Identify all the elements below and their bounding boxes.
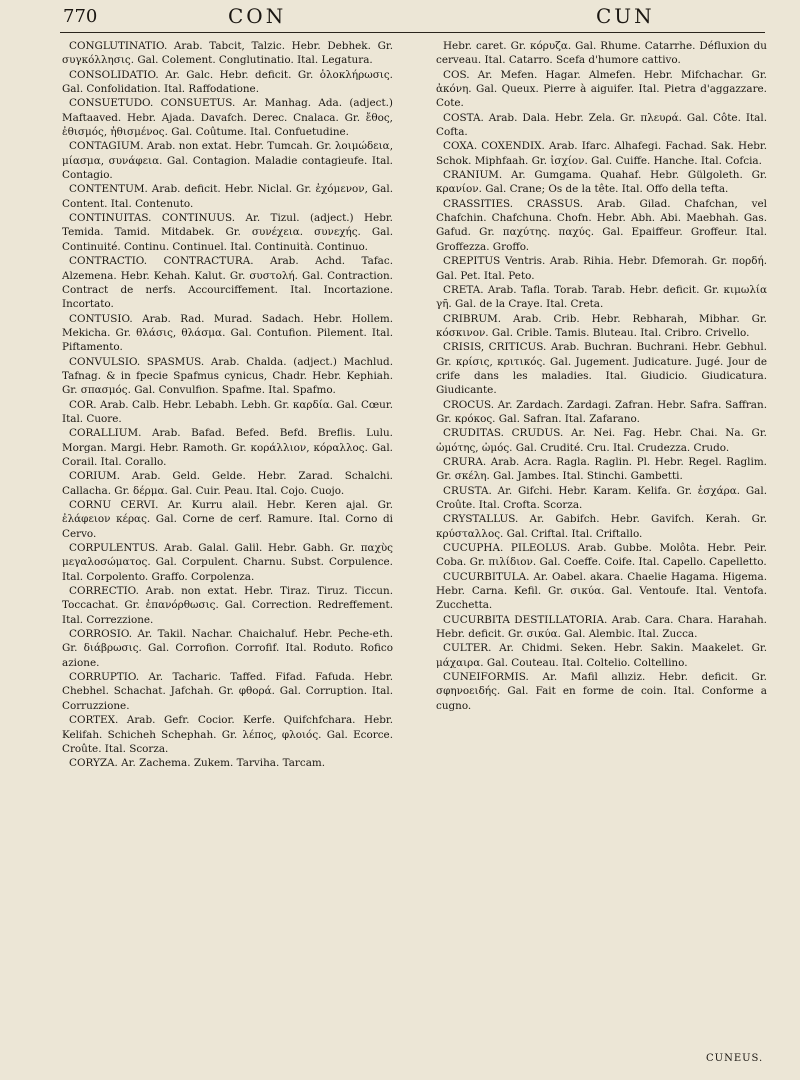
dictionary-entry: CONTRACTIO. CONTRACTURA. Arab. Achd. Tafac. Alzemena. Hebr. Kehah. Kalut. Gr. συστολή. Gal. Contraction. Contract de nerfs. Accourciffement. Ital. Incortazione. Incortato. [62,255,393,311]
dictionary-entry: CUCURBITA DESTILLATORIA. Arab. Cara. Chara. Harahah. Hebr. deficit. Gr. σικύα. Gal. Alembic. Ital. Zucca. [436,613,767,641]
running-head-left: CON [228,4,287,28]
dictionary-entry: CONTAGIUM. Arab. non extat. Hebr. Tumcah. Gr. λοιμώδεια, μίασμα, συνάφεια. Gal. Contagion. Maladie contagieufe. Ital. Contagio. [62,140,393,182]
dictionary-entry: CRUSTA. Ar. Gifchi. Hebr. Karam. Kelifa. Gr. ἐσχάρα. Gal. Croûte. Ital. Crofta. Scorza. [436,484,767,511]
dictionary-entry: COSTA. Arab. Dala. Hebr. Zela. Gr. πλευρά. Gal. Côte. Ital. Cofta. [436,111,767,139]
dictionary-entry: CRASSITIES. CRASSUS. Arab. Gilad. Chafchan, vel Chafchin. Chafchuna. Chofn. Hebr. Abh. Abi. Maebhah. Gas. Gafud. Gr. παχύτης. παχύς. Gal. Epaiffeur. Groffeur. Ital. Groffezza. Groffo. [436,197,767,253]
dictionary-entry: CORNU CERVI. Ar. Kurru alail. Hebr. Keren ajal. Gr. ἐλάφειον κέρας. Gal. Corne de cerf. Ramure. Ital. Corno di Cervo. [62,499,393,540]
dictionary-entry: CUNEIFORMIS. Ar. Mafil allıziz. Hebr. deficit. Gr. σφηνοειδής. Gal. Fait en forme de coin. Ital. Conforme a cugno. [436,671,767,712]
dictionary-entry: CONSUETUDO. CONSUETUS. Ar. Manhag. Ada. (adject.) Maftaaved. Hebr. Ajada. Davafch. Derec. Cnalaca. Gr. ἔθος, ἐθισμός, ἠθισμένος. Gal. Coûtume. Ital. Confuetudine. [62,97,393,139]
dictionary-entry: CORRECTIO. Arab. non extat. Hebr. Tiraz. Tiruz. Ticcun. Toccachat. Gr. ἐπανόρθωσις. Gal. Correction. Redreffement. Ital. Correzzione. [62,585,393,626]
dictionary-entry: CRIBRUM. Arab. Crib. Hebr. Rebharah, Mibhar. Gr. κόσκινον. Gal. Crible. Tamis. Bluteau. Ital. Cribro. Crivello. [436,312,767,339]
dictionary-entry: CULTER. Ar. Chidmi. Seken. Hebr. Sakin. Maakelet. Gr. μάχαιρα. Gal. Couteau. Ital. Coltelio. Coltellino. [436,642,767,669]
dictionary-entry: CORROSIO. Ar. Takil. Nachar. Chaichaluf. Hebr. Peche-eth. Gr. διάβρωσις. Gal. Corrofion. Corrofif. Ital. Roduto. Rofico azione. [62,628,393,669]
dictionary-entry: CRURA. Arab. Acra. Ragla. Raglin. Pl. Hebr. Regel. Raglim. Gr. σκέλη. Gal. Jambes. Ital. Stinchi. Gambetti. [436,455,767,483]
dictionary-entry: CRANIUM. Ar. Gumgama. Quahaf. Hebr. Gülgoleth. Gr. κρανίον. Gal. Crane; Os de la tête. Ital. Offo della tefta. [436,169,767,196]
dictionary-entry: CRETA. Arab. Tafla. Torab. Tarab. Hebr. deficit. Gr. κιμωλία γῆ. Gal. de la Craye. Ital. Creta. [436,283,767,311]
dictionary-entry: CORALLIUM. Arab. Bafad. Befed. Befd. Breflis. Lulu. Morgan. Margi. Hebr. Ramoth. Gr. κοράλλιον, κόραλλος. Gal. Corail. Ital. Corallo. [62,427,393,468]
dictionary-entry: COXA. COXENDIX. Arab. Ifarc. Alhafegi. Fachad. Sak. Hebr. Schok. Miphfaah. Gr. ἰσχίον. Gal. Cuiffe. Hanche. Ital. Cofcia. [436,140,767,167]
dictionary-entry: Hebr. caret. Gr. κόρυζα. Gal. Rhume. Catarrhe. Défluxion du cerveau. Ital. Catarro. Scefa d'humore cattivo. [436,40,767,67]
dictionary-entry: CREPITUS Ventris. Arab. Rihia. Hebr. Dfemorah. Gr. πορδή. Gal. Pet. Ital. Peto. [436,255,767,282]
dictionary-entry: COR. Arab. Calb. Hebr. Lebabh. Lebh. Gr. καρδία. Gal. Cœur. Ital. Cuore. [62,398,393,425]
catchword: CUNEUS. [706,1053,764,1064]
right-column [436,39,767,713]
dictionary-entry: CONTUSIO. Arab. Rad. Murad. Sadach. Hebr. Hollem. Mekicha. Gr. θλάσις, θλάσμα. Gal. Contufion. Pilement. Ital. Piftamento. [62,312,393,354]
dictionary-entry: CONGLUTINATIO. Arab. Tabcit, Talzic. Hebr. Debhek. Gr. συγκόλλησις. Gal. Colement. Conglutinatio. Ital. Legatura. [62,40,393,67]
left-column [62,39,393,771]
dictionary-entry: CORIUM. Arab. Geld. Gelde. Hebr. Zarad. Schalchi. Callacha. Gr. δέρμα. Gal. Cuir. Peau. Ital. Cojo. Cuojo. [62,470,393,497]
page-number: 770 [63,6,98,27]
header-rule [60,32,765,33]
dictionary-entry: CONSOLIDATIO. Ar. Galc. Hebr. deficit. Gr. ὁλοκλήρωσις. Gal. Confolidation. Ital. Raffodatione. [62,68,393,96]
dictionary-entry: CORRUPTIO. Ar. Tacharic. Taffed. Fifad. Fafuda. Hebr. Chebhel. Schachat. Jafchah. Gr. φθορά. Gal. Corruption. Ital. Corruzzione. [62,671,393,712]
dictionary-entry: CRUDITAS. CRUDUS. Ar. Nei. Fag. Hebr. Chai. Na. Gr. ὠμότης, ὠμός. Gal. Crudité. Cru. Ital. Crudezza. Crudo. [436,427,767,454]
dictionary-entry: CUCUPHA. PILEOLUS. Arab. Gubbe. Molôta. Hebr. Peir. Coba. Gr. πιλίδιον. Gal. Coeffe. Coife. Ital. Capello. Capelletto. [436,542,767,569]
dictionary-entry: CROCUS. Ar. Zardach. Zardagi. Zafran. Hebr. Safra. Saffran. Gr. κρόκος. Gal. Safran. Ital. Zafarano. [436,398,767,425]
running-head-right: CUN [596,4,655,28]
dictionary-entry: CRYSTALLUS. Ar. Gabifch. Hebr. Gavifch. Kerah. Gr. κρύσταλλος. Gal. Criftal. Ital. Criftallo. [436,513,767,540]
dictionary-entry: CORTEX. Arab. Gefr. Cocior. Kerfe. Quifchfchara. Hebr. Kelifah. Schicheh Schephah. Gr. λέπος, φλοιός. Gal. Ecorce. Croûte. Ital. Scorza. [62,714,393,755]
dictionary-entry: CUCURBITULA. Ar. Oabel. akara. Chaelie Hagama. Higema. Hebr. Carna. Kefil. Gr. σικύα. Gal. Ventoufe. Ital. Ventofa. Zucchetta. [436,570,767,612]
dictionary-entry: COS. Ar. Mefen. Hagar. Almefen. Hebr. Mifchachar. Gr. ἀκόνη. Gal. Queux. Pierre à aiguifer. Ital. Pietra d'aggazzare. Cote. [436,68,767,110]
dictionary-entry: CORPULENTUS. Arab. Galal. Galil. Hebr. Gabh. Gr. παχὺς μεγαλοσώματος. Gal. Corpulent. Charnu. Subst. Corpulence. Ital. Corpolento. Graffo. Corpolenza. [62,542,393,583]
dictionary-entry: CORYZA. Ar. Zachema. Zukem. Tarviha. Tarcam. [69,757,326,770]
dictionary-entry: CONVULSIO. SPASMUS. Arab. Chalda. (adject.) Machlud. Tafnag. & in fpecie Spafmus cynicus, Chadr. Hebr. Kephiah. Gr. σπασμός. Gal. Convulfion. Spafme. Ital. Spafmo. [62,355,393,397]
dictionary-entry: CONTENTUM. Arab. deficit. Hebr. Niclal. Gr. ἐχόμενον, Gal. Content. Ital. Contenuto. [62,183,393,210]
dictionary-entry: CRISIS, CRITICUS. Arab. Buchran. Buchrani. Hebr. Gebhul. Gr. κρίσις, κριτικός. Gal. Jugement. Judicature. Jugé. Jour de crife dans les maladies. Ital. Giudicio. Giudicatura. Giudicante. [436,341,767,397]
dictionary-entry: CONTINUITAS. CONTINUUS. Ar. Tizul. (adject.) Hebr. Temida. Tamid. Mitdabek. Gr. συνέχεια. συνεχής. Gal. Continuité. Continu. Continuel. Ital. Continuità. Continuo. [62,212,393,253]
